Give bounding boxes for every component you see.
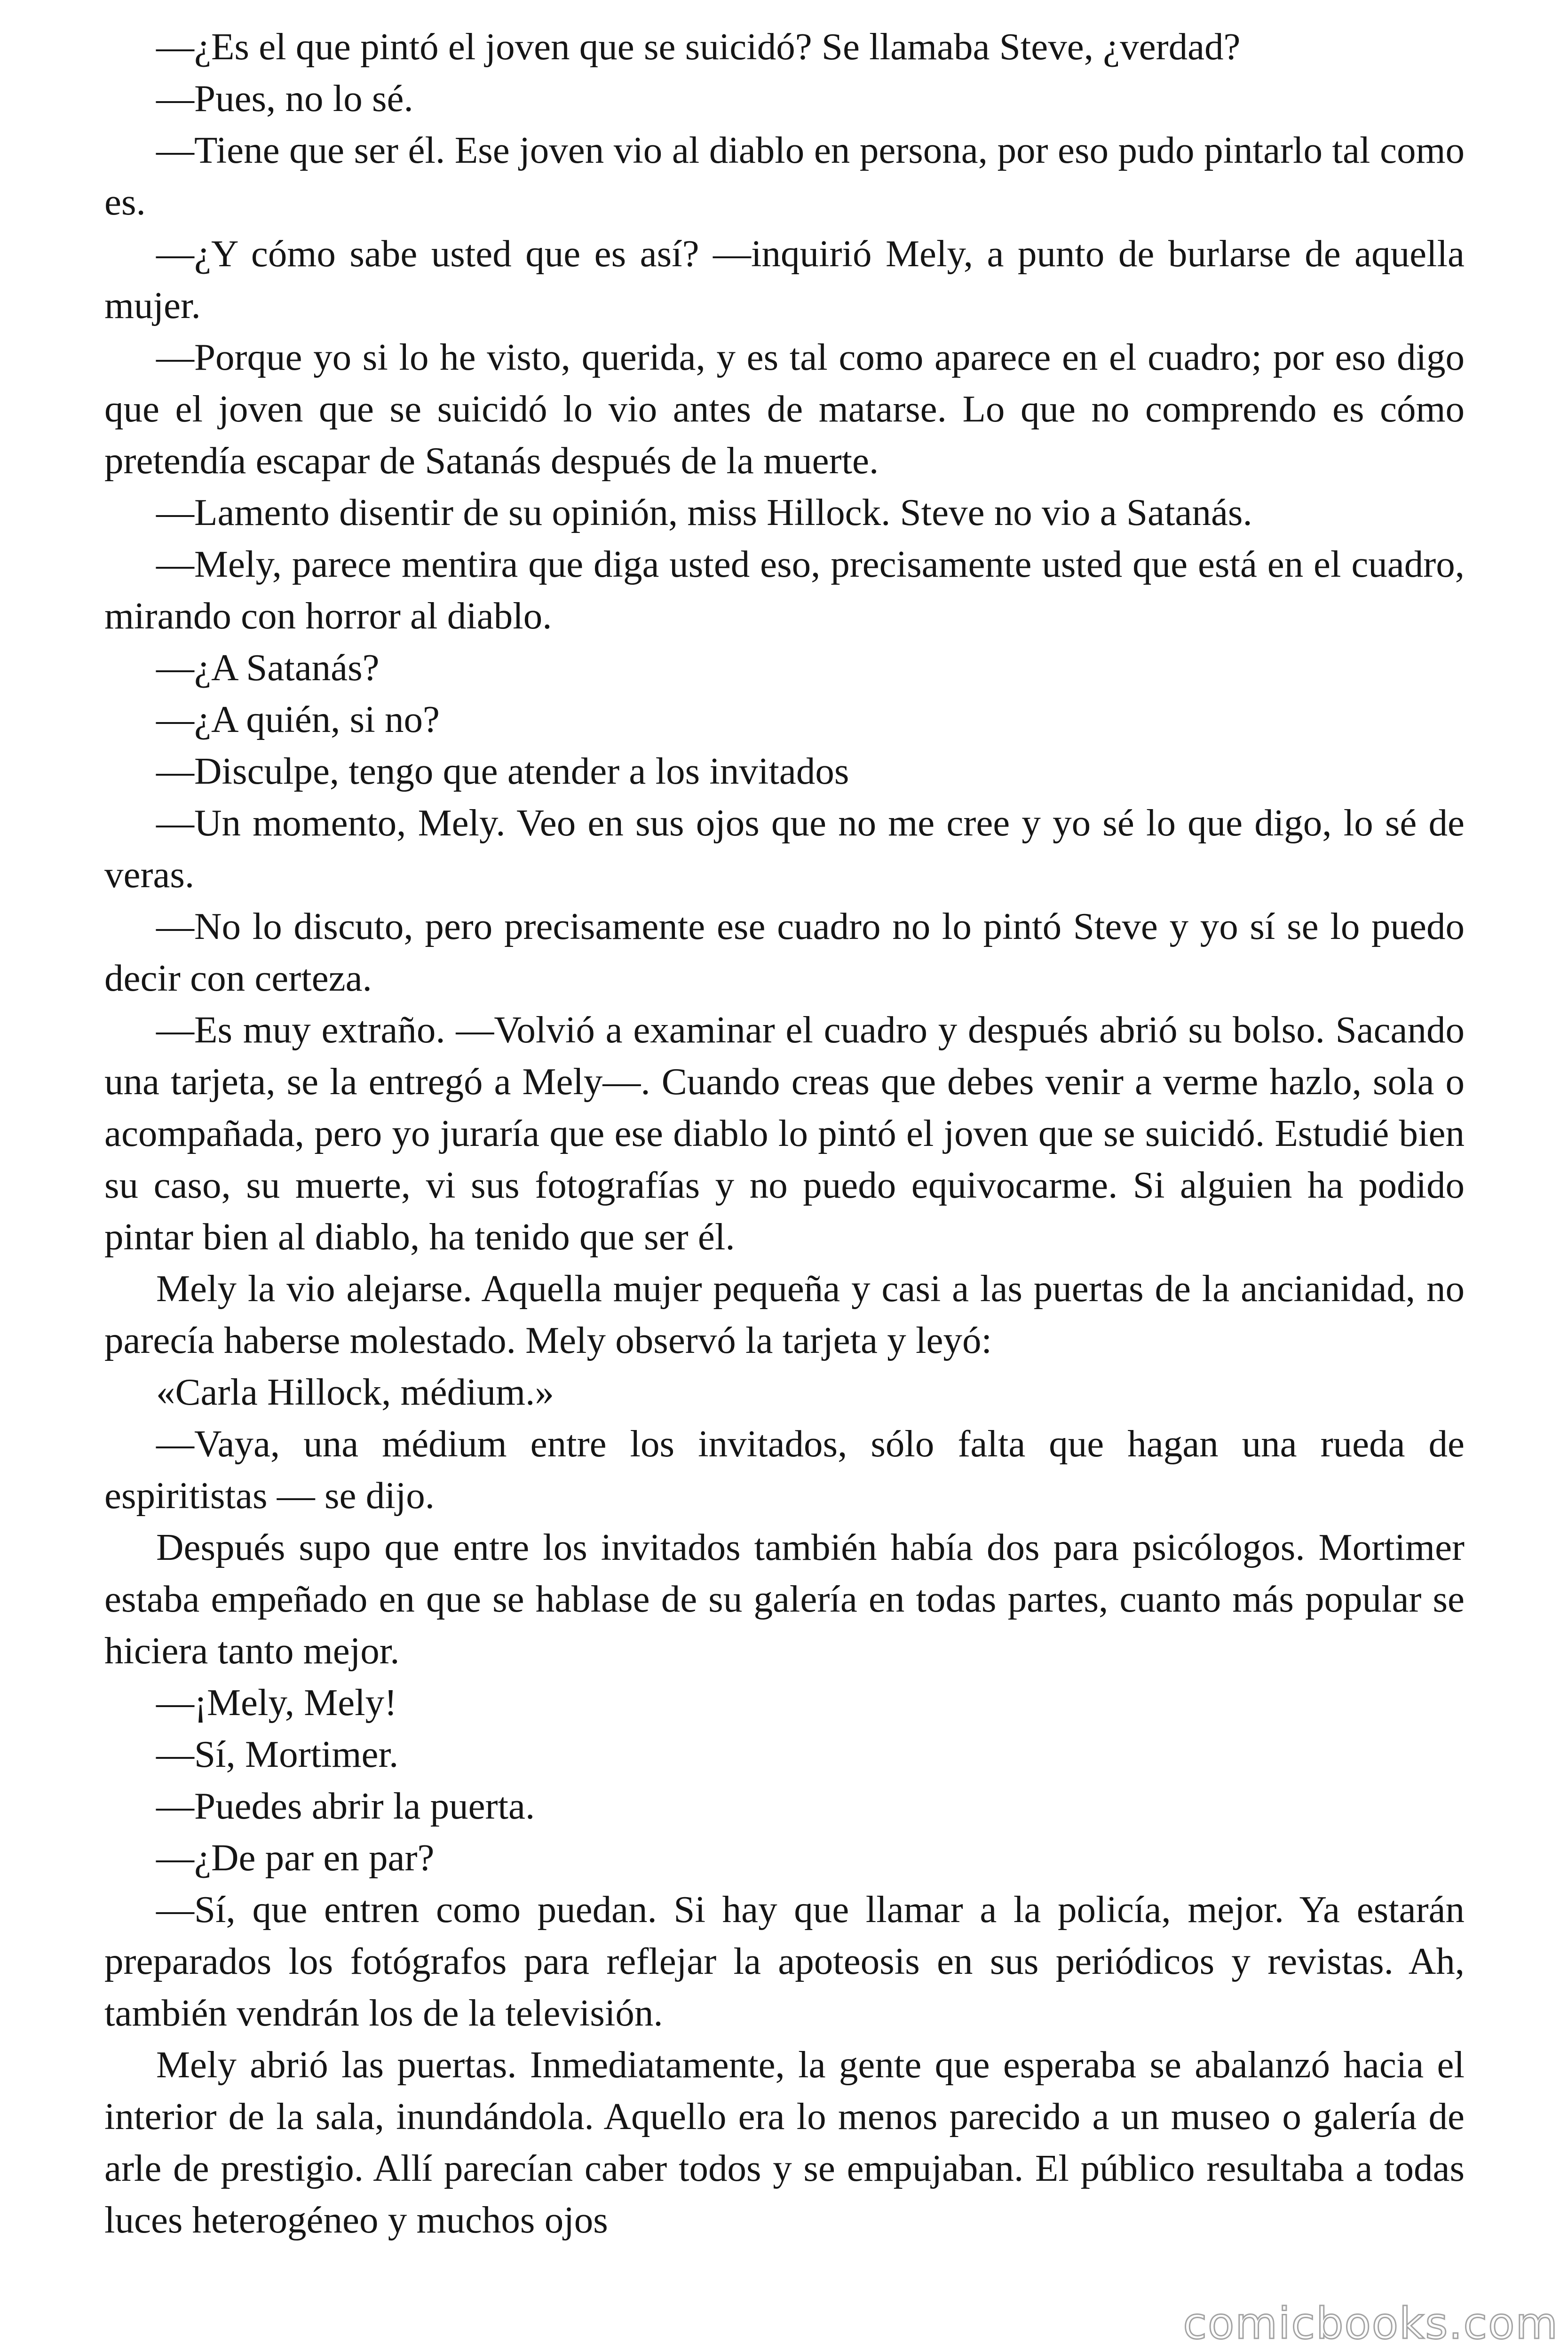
paragraph: —Tiene que ser él. Ese joven vio al diablo en persona, por eso pudo pintarlo tal como es. [104, 129, 1465, 223]
paragraph: —Disculpe, tengo que atender a los invitados [156, 750, 849, 792]
paragraph: —Un momento, Mely. Veo en sus ojos que no me cree y yo sé lo que digo, lo sé de veras. [104, 802, 1465, 896]
paragraph: —Mely, parece mentira que diga usted eso, precisamente usted que está en el cuadro, mirando con horror al diablo. [104, 543, 1465, 637]
page-text [104, 21, 1465, 2246]
paragraph: —Sí, que entren como puedan. Si hay que llamar a la policía, mejor. Ya estarán preparados los fotógrafos para reflejar la apoteosis en sus periódicos y revistas. Ah, también vendrán los de la televisión. [104, 1888, 1465, 2034]
watermark: comicbooks.com [1183, 2298, 1559, 2349]
paragraph: —No lo discuto, pero precisamente ese cuadro no lo pintó Steve y yo sí se lo puedo decir con certeza. [104, 905, 1465, 999]
paragraph: —Porque yo si lo he visto, querida, y es tal como aparece en el cuadro; por eso digo que el joven que se suicidó lo vio antes de matarse. Lo que no comprendo es cómo pretendía escapar de Satanás después de la muerte. [104, 336, 1465, 482]
paragraph: —Lamento disentir de su opinión, miss Hillock. Steve no vio a Satanás. [156, 491, 1252, 533]
paragraph: —Puedes abrir la puerta. [156, 1785, 535, 1827]
paragraph: Mely la vio alejarse. Aquella mujer pequeña y casi a las puertas de la ancianidad, no parecía haberse molestado. Mely observó la tarjeta y leyó: [104, 1267, 1465, 1361]
paragraph: —Vaya, una médium entre los invitados, sólo falta que hagan una rueda de espiritistas — se dijo. [104, 1422, 1465, 1517]
paragraph: Mely abrió las puertas. Inmediatamente, la gente que esperaba se abalanzó hacia el interior de la sala, inundándola. Aquello era lo menos parecido a un museo o galería de arle de prestigio. Allí parecían caber todos y se empujaban. El público resultaba a todas luces heterogéneo y muchos ojos [104, 2043, 1465, 2241]
paragraph: Después supo que entre los invitados también había dos para psicólogos. Mortimer estaba empeñado en que se hablase de su galería en todas partes, cuanto más popular se hiciera tanto mejor. [104, 1526, 1465, 1672]
paragraph: —¿A Satanás? [156, 646, 380, 689]
paragraph: —¿A quién, si no? [156, 698, 440, 740]
paragraph: —¿De par en par? [156, 1836, 435, 1879]
paragraph: —¿Y cómo sabe usted que es así? —inquirió Mely, a punto de burlarse de aquella mujer. [104, 232, 1465, 326]
paragraph: —Es muy extraño. —Volvió a examinar el cuadro y después abrió su bolso. Sacando una tarjeta, se la entregó a Mely—. Cuando creas que debes venir a verme hazlo, sola o acompañada, pero yo juraría que ese diablo lo pintó el joven que se suicidó. Estudié bien su caso, su muerte, vi sus fotografías y no puedo equivocarme. Si alguien ha podido pintar bien al diablo, ha tenido que ser él. [104, 1009, 1465, 1258]
paragraph: —¡Mely, Mely! [156, 1681, 397, 1724]
paragraph: —Pues, no lo sé. [156, 77, 413, 119]
paragraph: «Carla Hillock, médium.» [156, 1371, 554, 1413]
paragraph: —Sí, Mortimer. [156, 1733, 399, 1775]
paragraph: —¿Es el que pintó el joven que se suicidó? Se llamaba Steve, ¿verdad? [156, 25, 1241, 68]
